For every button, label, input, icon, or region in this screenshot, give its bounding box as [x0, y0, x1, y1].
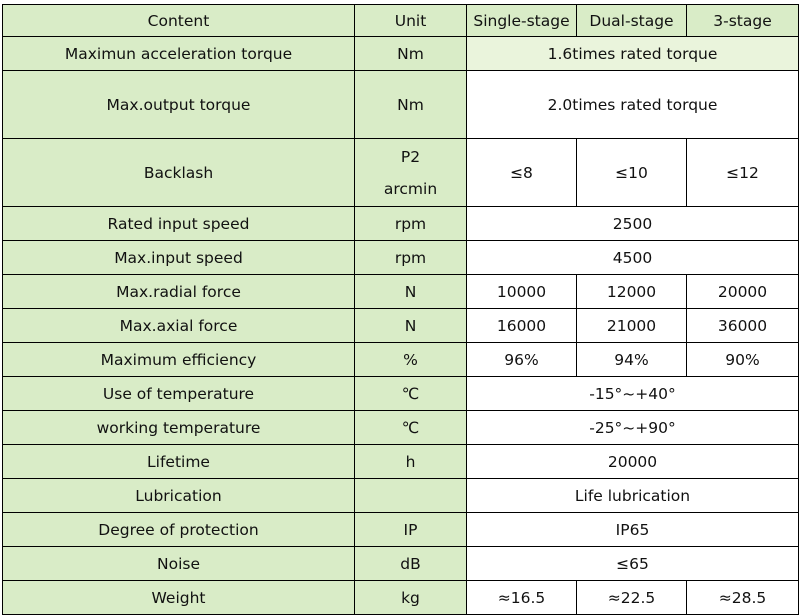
table-row — [3, 343, 799, 377]
row-value: IP65 — [467, 513, 799, 547]
row-value-single: 10000 — [467, 275, 577, 309]
row-value-dual: ≈22.5 — [577, 581, 687, 615]
table-row — [3, 139, 799, 207]
row-label: Noise — [3, 547, 355, 581]
row-value: -15°~+40° — [467, 377, 799, 411]
row-label: Max.radial force — [3, 275, 355, 309]
row-label: Degree of protection — [3, 513, 355, 547]
row-unit-line: P2 — [400, 147, 421, 166]
table-row — [3, 479, 799, 513]
row-unit — [355, 479, 467, 513]
row-label: Use of temperature — [3, 377, 355, 411]
row-value-dual: ≤10 — [577, 139, 687, 207]
row-value: 2.0times rated torque — [467, 71, 799, 139]
row-unit: rpm — [355, 241, 467, 275]
row-value-single: ≈16.5 — [467, 581, 577, 615]
row-value-single: ≤8 — [467, 139, 577, 207]
row-unit-line: arcmin — [383, 179, 438, 198]
header-unit: Unit — [355, 5, 467, 37]
row-value: 2500 — [467, 207, 799, 241]
table-row — [3, 581, 799, 615]
row-label: Backlash — [3, 139, 355, 207]
row-unit: h — [355, 445, 467, 479]
table-row — [3, 309, 799, 343]
table-row — [3, 411, 799, 445]
spec-table — [2, 4, 799, 615]
row-unit: rpm — [355, 207, 467, 241]
row-value: Life lubrication — [467, 479, 799, 513]
row-label: Weight — [3, 581, 355, 615]
row-unit: Nm — [355, 37, 467, 71]
header-single-stage: Single-stage — [467, 5, 577, 37]
row-value-3-stage: 90% — [687, 343, 799, 377]
header-3-stage: 3-stage — [687, 5, 799, 37]
row-label: Max.input speed — [3, 241, 355, 275]
row-value-dual: 21000 — [577, 309, 687, 343]
row-label: Max.output torque — [3, 71, 355, 139]
row-value-dual: 12000 — [577, 275, 687, 309]
row-unit: IP — [355, 513, 467, 547]
row-label: Max.axial force — [3, 309, 355, 343]
row-value-3-stage: ≈28.5 — [687, 581, 799, 615]
row-unit: ℃ — [355, 377, 467, 411]
row-value: -25°~+90° — [467, 411, 799, 445]
row-unit: Nm — [355, 71, 467, 139]
row-value-3-stage: 36000 — [687, 309, 799, 343]
row-label: Maximun acceleration torque — [3, 37, 355, 71]
table-row — [3, 513, 799, 547]
table-row — [3, 547, 799, 581]
row-value-3-stage: 20000 — [687, 275, 799, 309]
row-unit: ℃ — [355, 411, 467, 445]
row-unit: dB — [355, 547, 467, 581]
row-unit: kg — [355, 581, 467, 615]
row-label: working temperature — [3, 411, 355, 445]
row-value: 4500 — [467, 241, 799, 275]
table-row — [3, 207, 799, 241]
header-dual-stage: Dual-stage — [577, 5, 687, 37]
row-value-single: 96% — [467, 343, 577, 377]
row-unit: % — [355, 343, 467, 377]
row-unit: N — [355, 309, 467, 343]
row-value: 1.6times rated torque — [467, 37, 799, 71]
row-label: Lifetime — [3, 445, 355, 479]
row-label: Maximum efficiency — [3, 343, 355, 377]
row-value: 20000 — [467, 445, 799, 479]
row-value-3-stage: ≤12 — [687, 139, 799, 207]
table-row — [3, 275, 799, 309]
table-row — [3, 377, 799, 411]
row-label: Rated input speed — [3, 207, 355, 241]
row-value-single: 16000 — [467, 309, 577, 343]
table-row — [3, 445, 799, 479]
header-content: Content — [3, 5, 355, 37]
row-unit — [355, 139, 467, 207]
row-label: Lubrication — [3, 479, 355, 513]
row-value-dual: 94% — [577, 343, 687, 377]
table-row — [3, 241, 799, 275]
row-value: ≤65 — [467, 547, 799, 581]
header-row — [3, 5, 799, 37]
row-unit: N — [355, 275, 467, 309]
table-row — [3, 37, 799, 71]
table-row — [3, 71, 799, 139]
